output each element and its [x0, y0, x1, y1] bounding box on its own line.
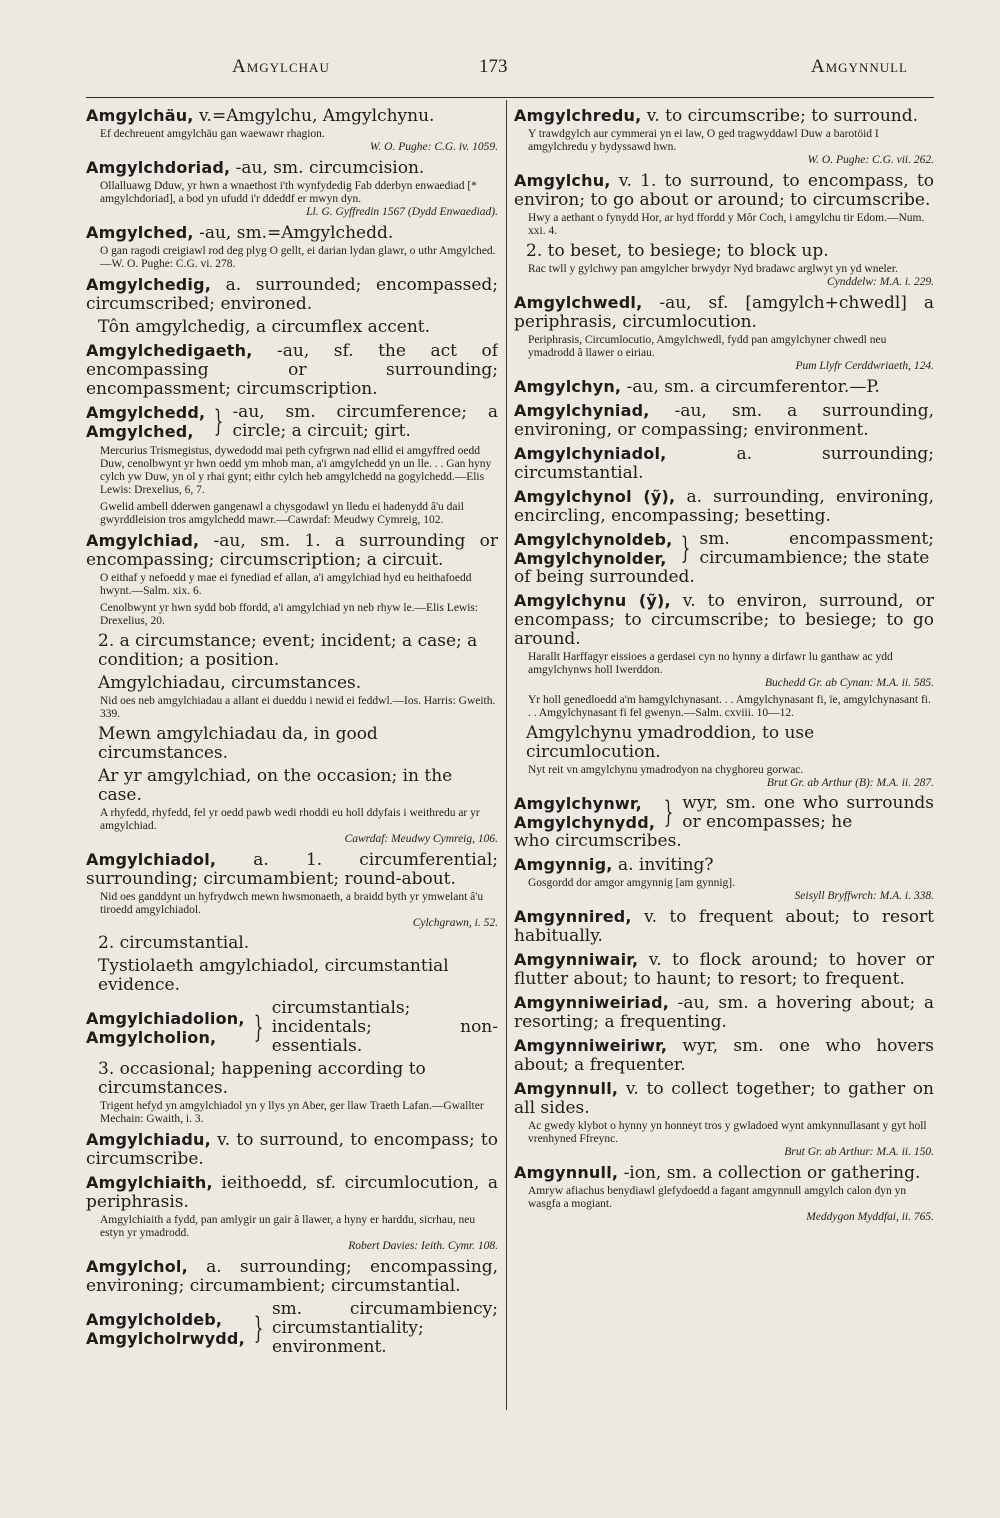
- sub-sense: Amgylchynu ymadroddion, to use circumlocution.: [526, 723, 815, 762]
- citation-text: Nyt reit vn amgylchynu ymadrodyon na chyghoreu gorwac.: [528, 764, 804, 776]
- paired-entry: [86, 1300, 498, 1357]
- citation-text: Gosgordd dor amgor amgynnig [am gynnig].: [528, 877, 735, 889]
- definition: -au, sm. a hovering about; a resorting; a frequenting.: [514, 993, 934, 1032]
- header-rule: [86, 97, 934, 98]
- citation-source: Cylchgrawn, i. 52.: [412, 917, 498, 929]
- citation-text: Y trawdgylch aur cymmerai yn ei law, O ged tragwyddawl Duw a barotöid I amgylchredu y bydyssawd hwn.: [528, 128, 879, 153]
- citation-source: Seisyll Bryffwrch: M.A. i. 338.: [794, 890, 934, 902]
- headword: Amgylchdoriad,: [86, 158, 231, 177]
- definition: a. inviting?: [617, 855, 714, 875]
- dictionary-entry: [514, 377, 934, 397]
- citation-text: O eithaf y nefoedd y mae ei fynediad ef allan, a'i amgylchiad hyd eu heithafoedd hwynt.—Salm. xix. 6.: [100, 572, 472, 597]
- definition: v. to surround, to encompass; to circumscribe.: [86, 1130, 498, 1169]
- dictionary-entry: [86, 1130, 498, 1169]
- paired-entry: [514, 530, 934, 587]
- headword: Amgynnired,: [514, 907, 632, 926]
- headword: Amgylchyniad,: [514, 401, 650, 420]
- paired-headwords-row: [514, 794, 934, 832]
- definition: -ion, sm. a collection or gathering.: [623, 1163, 921, 1183]
- citation-quote: [514, 128, 934, 167]
- dictionary-entry: [86, 674, 498, 721]
- headword: Amgylchiaith,: [86, 1173, 213, 1192]
- citation-source: Meddygon Myddfai, ii. 765.: [806, 1211, 934, 1223]
- definition: v.=Amgylchu, Amgylchynu.: [198, 106, 435, 126]
- column-divider: [506, 100, 507, 1410]
- citation-text: Rac twll y gylchwy pan amgylcher brwydyr Nyd bradawc arglwyt yn yd wneler.: [528, 263, 898, 275]
- citation-source: W. O. Pughe: C.G. iv. 1059.: [369, 141, 498, 153]
- citation-quote: [514, 694, 934, 720]
- dictionary-entry: [514, 106, 934, 167]
- citation-text: Ac gwedy klybot o hynny yn honneyt tros y gwladoed wynt amkynnullasant y gyt holl vrenhyned Ffreync.: [528, 1120, 927, 1145]
- paired-entry: [514, 794, 934, 851]
- definition: v. to collect together; to gather on all sides.: [514, 1079, 934, 1118]
- definition: -au, sm.=Amgylchedd.: [199, 223, 394, 243]
- entry-main-line: [514, 444, 934, 483]
- paired-headwords-row: [514, 530, 934, 568]
- citation-text: Mercurius Trismegistus, dywedodd mai peth cyfrgrwn nad ellid ei amgyffred oedd Duw, cenolbwynt yr hwn oedd ym mhob man, a'i amgylchedd yn un lle. . . Gan hyny cylch yw Duw, yn ol y rhai gynt; eithr cylch heb amgylchedd na gogylchedd.—Elis Lewis: Drexelius, 6, 7.: [100, 445, 492, 496]
- definition: a. surrounded; encompassed; circumscribed; environed.: [86, 275, 498, 314]
- citation-quote: [514, 764, 934, 790]
- definition: -au, sm. 1. a surrounding or encompassing; circumscription; a circuit.: [86, 531, 498, 570]
- entry-main-line: [86, 1257, 498, 1296]
- citation-quote: [514, 212, 934, 238]
- dictionary-entry: [86, 850, 498, 930]
- dictionary-entry: [514, 907, 934, 946]
- entry-main-line: [86, 106, 498, 126]
- paired-headwords: [86, 1009, 245, 1047]
- dictionary-entry: [514, 950, 934, 989]
- citation-text: Amgylchiaith a fydd, pan amlygir un gair â llawer, a hyny er harddu, sicrhau, neu estyn yr ymadrodd.: [100, 1214, 476, 1239]
- headword: Amgynnull,: [514, 1163, 619, 1182]
- headword: Amgylchynoldeb,: [514, 530, 673, 549]
- brace-glyph: }: [253, 1310, 264, 1346]
- citation-text: Ollalluawg Dduw, yr hwn a wnaethost i'th wynfydedig Fab dderbyn enwaediad [* amgylchdoriad], a bod yn ufudd i'r ddeddf er mwyn dyn.: [100, 180, 477, 205]
- dictionary-entry: [514, 1036, 934, 1075]
- citation-source: Brut Gr. ab Arthur (B): M.A. ii. 287.: [766, 777, 934, 789]
- dictionary-entry: [514, 401, 934, 440]
- definition-continuation: of being surrounded.: [514, 567, 695, 587]
- citation-source: W. O. Pughe: C.G. vii. 262.: [807, 154, 934, 166]
- dictionary-entry: [86, 1060, 498, 1126]
- headword: Amgynnull,: [514, 1079, 619, 1098]
- headword: Amgylchiadu,: [86, 1130, 211, 1149]
- entry-main-line: [514, 993, 934, 1032]
- headword: Amgylchu,: [514, 171, 611, 190]
- paired-headwords-row: [86, 1300, 498, 1357]
- entry-main-line: [514, 950, 934, 989]
- headword: Amgylchynydd,: [514, 813, 656, 832]
- definition: wyr, sm. one who hovers about; a frequenter.: [514, 1036, 934, 1075]
- dictionary-entry: [514, 694, 934, 720]
- headword: Amgylchiadolion,: [86, 1008, 245, 1028]
- sub-sense: Tôn amgylchedig, a circumflex accent.: [98, 317, 431, 337]
- headword: Amgylched,: [86, 422, 194, 441]
- headword: Amgynnig,: [514, 855, 613, 874]
- definition: v. 1. to surround, to encompass, to environ; to go about or around; to circumscribe.: [514, 171, 934, 210]
- citation-source: Ll. G. Gyffredin 1567 (Dydd Enwaediad).: [306, 206, 498, 218]
- dictionary-entry: [514, 724, 934, 790]
- brace-glyph: }: [681, 531, 691, 566]
- definition: -au, sm. a surrounding, environing, or compassing; environment.: [514, 401, 934, 440]
- dictionary-entry: [86, 501, 498, 527]
- headword: Amgylchyniadol,: [514, 444, 667, 463]
- definition: -au, sf. the act of encompassing or surrounding; encompassment; circumscription.: [86, 341, 498, 399]
- entry-main-line: [86, 1173, 498, 1212]
- citation-quote: [86, 1100, 498, 1126]
- entry-main-line: [514, 1036, 934, 1075]
- paired-headwords: [514, 530, 672, 568]
- citation-text: Harallt Harffagyr eissioes a gerdasei cyn no hynny a dirfawr lu ganthaw ac ydd amgylchynws holl Iwerddon.: [528, 651, 893, 676]
- dictionary-entry: [86, 445, 498, 497]
- headword: Amgylchedig,: [86, 275, 212, 294]
- headword: Amgynniwair,: [514, 950, 639, 969]
- entry-main-line: [514, 855, 934, 875]
- definition: sm. encompassment; circumambience; the state: [699, 529, 934, 568]
- definition: -au, sm. circumcision.: [235, 158, 425, 178]
- dictionary-entry: [86, 632, 498, 670]
- dictionary-entry: [86, 341, 498, 399]
- paired-headwords: [86, 403, 205, 441]
- paired-headwords-row: [86, 999, 498, 1056]
- dictionary-entry: [514, 487, 934, 526]
- definition: v. to circumscribe; to surround.: [646, 106, 919, 126]
- definition: -au, sm. a circumferentor.—P.: [626, 377, 880, 397]
- sub-sense: Tystiolaeth amgylchiadol, circumstantial evidence.: [98, 956, 449, 995]
- header-left-guideword: Amgylchau: [232, 56, 330, 77]
- citation-text: Ef dechreuent amgylchäu gan waewawr rhagion.: [100, 128, 325, 140]
- dictionary-entry: [86, 223, 498, 271]
- headword: Amgylchedd,: [86, 403, 206, 422]
- headword: Amgylcholion,: [86, 1027, 217, 1047]
- citation-quote: [514, 1120, 934, 1159]
- definition: v. to frequent about; to resort habitually.: [514, 907, 934, 946]
- citation-text: Periphrasis, Circumlocutio, Amgylchwedl, fydd pan amgylchyner chwedl neu ymadrodd â llawer o eiriau.: [528, 334, 887, 359]
- entry-main-line: [514, 591, 934, 649]
- dictionary-entry: [86, 767, 498, 846]
- brace-glyph: }: [253, 1009, 263, 1045]
- citation-source: Buchedd Gr. ab Cynan: M.A. ii. 585.: [765, 677, 934, 689]
- definition: a. 1. circumferential; surrounding; circumambient; round-about.: [86, 850, 498, 889]
- citation-text: Yr holl genedloedd a'm hamgylchynasant. . . Amgylchynasant fi, ïe, amgylchynasant fi. . . Amgylchynasant fi fel gwenyn.—Salm. cxviii. 10—12.: [528, 694, 931, 719]
- headword: Amgylchynu (ỹ),: [514, 591, 671, 610]
- citation-quote: [514, 263, 934, 289]
- sub-sense: Mewn amgylchiadau da, in good circumstances.: [98, 724, 378, 763]
- definition: a. surrounding; encompassing, environing; circumambient; circumstantial.: [86, 1257, 498, 1296]
- dictionary-entry: [86, 934, 498, 953]
- entry-main-line: [86, 1130, 498, 1169]
- dictionary-entry: [86, 1173, 498, 1253]
- entry-main-line: [86, 275, 498, 314]
- page-number: 173: [479, 56, 508, 77]
- dictionary-entry: [86, 531, 498, 598]
- definition: v. to flock around; to hover or flutter about; to haunt; to resort; to frequent.: [514, 950, 934, 989]
- dictionary-entry: [86, 275, 498, 314]
- entry-main-line: [86, 158, 498, 178]
- dictionary-entry: [514, 293, 934, 373]
- dictionary-entry: [514, 444, 934, 483]
- citation-quote: [86, 891, 498, 930]
- headword: Amgynniweiriwr,: [514, 1036, 668, 1055]
- headword: Amgylchynol (ỹ),: [514, 487, 676, 506]
- header-right-guideword: Amgynnull: [810, 56, 908, 77]
- citation-text: A rhyfedd, rhyfedd, fel yr oedd pawb wedi rhoddi eu holl ddyfais i weithredu ar yr amgylchiad.: [100, 807, 480, 832]
- citation-quote: [514, 334, 934, 373]
- paired-headwords: [514, 794, 655, 832]
- headword: Amgylched,: [86, 223, 194, 242]
- entry-main-line: [86, 223, 498, 243]
- sub-sense: 2. to beset, to besiege; to block up.: [526, 241, 829, 261]
- citation-source: Cawrdaf: Meudwy Cymreig, 106.: [344, 833, 498, 845]
- headword: Amgylchyn,: [514, 377, 622, 396]
- dictionary-entry: [86, 106, 498, 154]
- citation-quote: [514, 1185, 934, 1224]
- paired-headwords: [86, 1310, 245, 1348]
- definition: circumstantials; incidentals; non-essentials.: [271, 998, 498, 1056]
- right-column: [514, 106, 934, 1416]
- paired-headwords-row: [86, 403, 498, 441]
- brace-glyph: }: [214, 404, 224, 439]
- definition-continuation: who circumscribes.: [514, 831, 682, 851]
- dictionary-entry: [514, 171, 934, 238]
- dictionary-entry: [514, 242, 934, 289]
- dictionary-entry: [514, 591, 934, 690]
- headword: Amgylchiad,: [86, 531, 200, 550]
- definition: v. to environ, surround, or encompass; to circumscribe; to besiege; to go around.: [514, 591, 934, 649]
- dictionary-entry: [86, 318, 498, 337]
- citation-text: Cenolbwynt yr hwn sydd bob ffordd, a'i amgylchiad yn neb rhyw le.—Elis Lewis: Drexelius, 20.: [100, 602, 479, 627]
- sub-sense: 3. occasional; happening according to circumstances.: [98, 1059, 426, 1098]
- citation-source: Robert Davies: Ieith. Cymr. 108.: [348, 1240, 498, 1252]
- dictionary-entry: [514, 855, 934, 903]
- sub-sense: 2. circumstantial.: [98, 933, 250, 953]
- headword: Amgylcholdeb,: [86, 1309, 223, 1329]
- citation-source: Cynddelw: M.A. i. 229.: [827, 276, 934, 288]
- dictionary-entry: [514, 1163, 934, 1224]
- entry-main-line: [514, 171, 934, 210]
- citation-quote: [86, 501, 498, 527]
- citation-text: Amryw afiachus benydiawl glefydoedd a fagant amgynnull amgylch calon dyn yn wasgfa a mogiant.: [528, 1185, 907, 1210]
- entry-main-line: [86, 341, 498, 399]
- entry-main-line: [514, 401, 934, 440]
- citation-quote: [86, 445, 498, 497]
- left-column: [86, 106, 498, 1416]
- headword: Amgylchynwr,: [514, 794, 642, 813]
- entry-main-line: [86, 850, 498, 889]
- citation-quote: [514, 651, 934, 690]
- citation-text: O gan ragodi creigiawl rod deg plyg O gellt, ei darian lydan glawr, o uthr Amgylched.—W. O. Pughe: C.G. vi. 278.: [100, 245, 496, 270]
- citation-quote: [86, 807, 498, 846]
- definition: a. surrounding, environing, encircling, encompassing; besetting.: [514, 487, 934, 526]
- headword: Amgylcholrwydd,: [86, 1328, 245, 1348]
- dictionary-entry: [86, 1257, 498, 1296]
- entry-main-line: [514, 1163, 934, 1183]
- entry-main-line: [514, 1079, 934, 1118]
- citation-text: Gwelid ambell dderwen gangenawl a chysgodawl yn lledu ei hadenydd â'u dail gwyrddleision tros amgylchedd mawr.—Cawrdaf: Meudwy Cymreig, 102.: [100, 501, 464, 526]
- dictionary-entry: [514, 993, 934, 1032]
- entry-main-line: [514, 907, 934, 946]
- definition: sm. circumambiency; circumstantiality; environment.: [271, 1299, 498, 1357]
- dictionary-entry: [86, 957, 498, 995]
- citation-quote: [514, 877, 934, 903]
- citation-quote: [86, 1214, 498, 1253]
- definition: ieithoedd, sf. circumlocution, a periphrasis.: [86, 1173, 498, 1212]
- paired-entry: [86, 403, 498, 441]
- dictionary-entry: [86, 602, 498, 628]
- headword: Amgylchiadol,: [86, 850, 217, 869]
- citation-quote: [86, 128, 498, 154]
- headword: Amgylchredu,: [514, 106, 642, 125]
- sub-sense: Ar yr amgylchiad, on the occasion; in the case.: [98, 766, 453, 805]
- citation-quote: [86, 695, 498, 721]
- entry-main-line: [514, 293, 934, 332]
- headword: Amgylchynolder,: [514, 549, 667, 568]
- dictionary-entry: [514, 1079, 934, 1159]
- citation-text: Nid oes ganddynt un hyfrydwch mewn hwsmonaeth, a braidd byth yr ymwelant â'u tiroedd amgylchiadol.: [100, 891, 484, 916]
- citation-quote: [86, 245, 498, 271]
- definition: -au, sf. [amgylch+chwedl] a periphrasis, circumlocution.: [514, 293, 934, 332]
- citation-quote: [86, 602, 498, 628]
- headword: Amgynniweiriad,: [514, 993, 670, 1012]
- running-header: [86, 56, 934, 84]
- headword: Amgylchäu,: [86, 106, 194, 125]
- sub-sense: 2. a circumstance; event; incident; a case; a condition; a position.: [98, 631, 478, 670]
- citation-quote: [86, 572, 498, 598]
- entry-main-line: [514, 487, 934, 526]
- entry-main-line: [514, 106, 934, 126]
- citation-text: Trigent hefyd yn amgylchiadol yn y llys yn Aber, ger llaw Traeth Lafan.—Gwallter Mechain: Gwaith, i. 3.: [100, 1100, 484, 1125]
- headword: Amgylchwedl,: [514, 293, 643, 312]
- definition: -au, sm. circumference; a circle; a circuit; girt.: [232, 402, 498, 441]
- dictionary-entry: [86, 158, 498, 219]
- citation-text: Nid oes neb amgylchiadau a allant ei dueddu i newid ei feddwl.—Ios. Harris: Gweith. 339.: [100, 695, 496, 720]
- citation-quote: [86, 180, 498, 219]
- brace-glyph: }: [663, 795, 674, 830]
- headword: Amgylchol,: [86, 1257, 188, 1276]
- entry-main-line: [514, 377, 934, 397]
- headword: Amgylchedigaeth,: [86, 341, 253, 360]
- citation-text: Hwy a aethant o fynydd Hor, ar hyd ffordd y Môr Coch, i amgylchu tir Edom.—Num. xxi. 4.: [528, 212, 925, 237]
- sub-sense: Amgylchiadau, circumstances.: [98, 673, 362, 693]
- citation-source: Brut Gr. ab Arthur: M.A. ii. 150.: [784, 1146, 934, 1158]
- paired-entry: [86, 999, 498, 1056]
- entry-main-line: [86, 531, 498, 570]
- definition: wyr, sm. one who surrounds or encompasses; he: [682, 793, 934, 832]
- definition: a. surrounding; circumstantial.: [514, 444, 934, 483]
- dictionary-entry: [86, 725, 498, 763]
- citation-source: Pum Llyfr Cerddwriaeth, 124.: [795, 360, 934, 372]
